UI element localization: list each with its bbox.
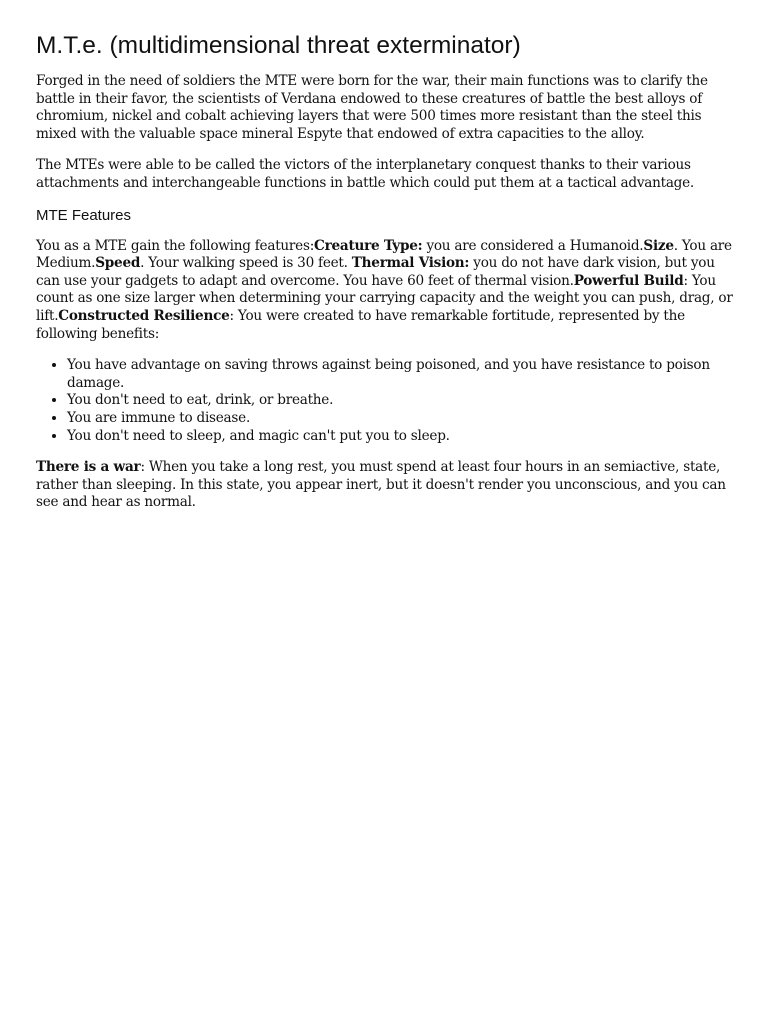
creature-type-label: Creature Type:	[314, 237, 423, 254]
speed-label: Speed	[95, 255, 141, 272]
features-heading: MTE Features	[36, 206, 132, 224]
powerful-build-label: Powerful Build	[573, 272, 684, 289]
war-label: There is a war	[36, 459, 141, 476]
size-text: . You are Medium.	[36, 237, 732, 272]
thermal-vision-text: you do not have dark vision, but you can use your gadgets to adapt and overcome. You have 60 feet of thermal vision.	[36, 255, 715, 289]
list-item: • You have advantage on saving throws against being poisoned, and you have resistance to poison damage.	[67, 357, 736, 392]
list-item: • You don't need to eat, drink, or breathe.	[67, 392, 736, 410]
features-paragraph	[36, 238, 736, 344]
page-title: M.T.e. (multidimensional threat exterminator)	[36, 32, 521, 59]
benefits-list	[36, 357, 736, 445]
war-paragraph	[36, 459, 736, 512]
intro-paragraph-2: The MTEs were able to be called the victors of the interplanetary conquest thanks to their various attachments and interchangeable functions in battle which could put them at a tactical advantage.	[36, 157, 694, 191]
features-intro: You as a MTE gain the following features:	[36, 237, 315, 254]
list-item: • You are immune to disease.	[67, 410, 736, 428]
powerful-build-text: : You count as one size larger when determining your carrying capacity and the weight you can push, drag, or lift.	[36, 272, 733, 324]
document-page	[36, 30, 736, 526]
constructed-resilience-text: : You were created to have remarkable fortitude, represented by the following benefits:	[36, 307, 685, 342]
intro-paragraph-1: Forged in the need of soldiers the MTE were born for the war, their main functions was to clarify the battle in their favor, the scientists of Verdana endowed to these creatures of battle the best alloys of chromium, nickel and cobalt achieving layers that were 500 times more resistant than the steel this mixed with the valuable space mineral Espyte that endowed of extra capacities to the alloy.	[36, 73, 708, 142]
speed-text: . Your walking speed is 30 feet.	[140, 255, 352, 272]
list-item: • You don't need to sleep, and magic can't put you to sleep.	[67, 428, 736, 446]
thermal-vision-label: Thermal Vision:	[351, 255, 470, 272]
war-text: : When you take a long rest, you must spend at least four hours in an semiactive, state, rather than sleeping. In this state, you appear inert, but it doesn't render you unconscious, and you can see and hear as normal.	[36, 459, 726, 511]
size-label: Size	[643, 237, 674, 254]
creature-type-text: you are considered a Humanoid.	[422, 237, 644, 254]
constructed-resilience-label: Constructed Resilience	[58, 307, 230, 324]
